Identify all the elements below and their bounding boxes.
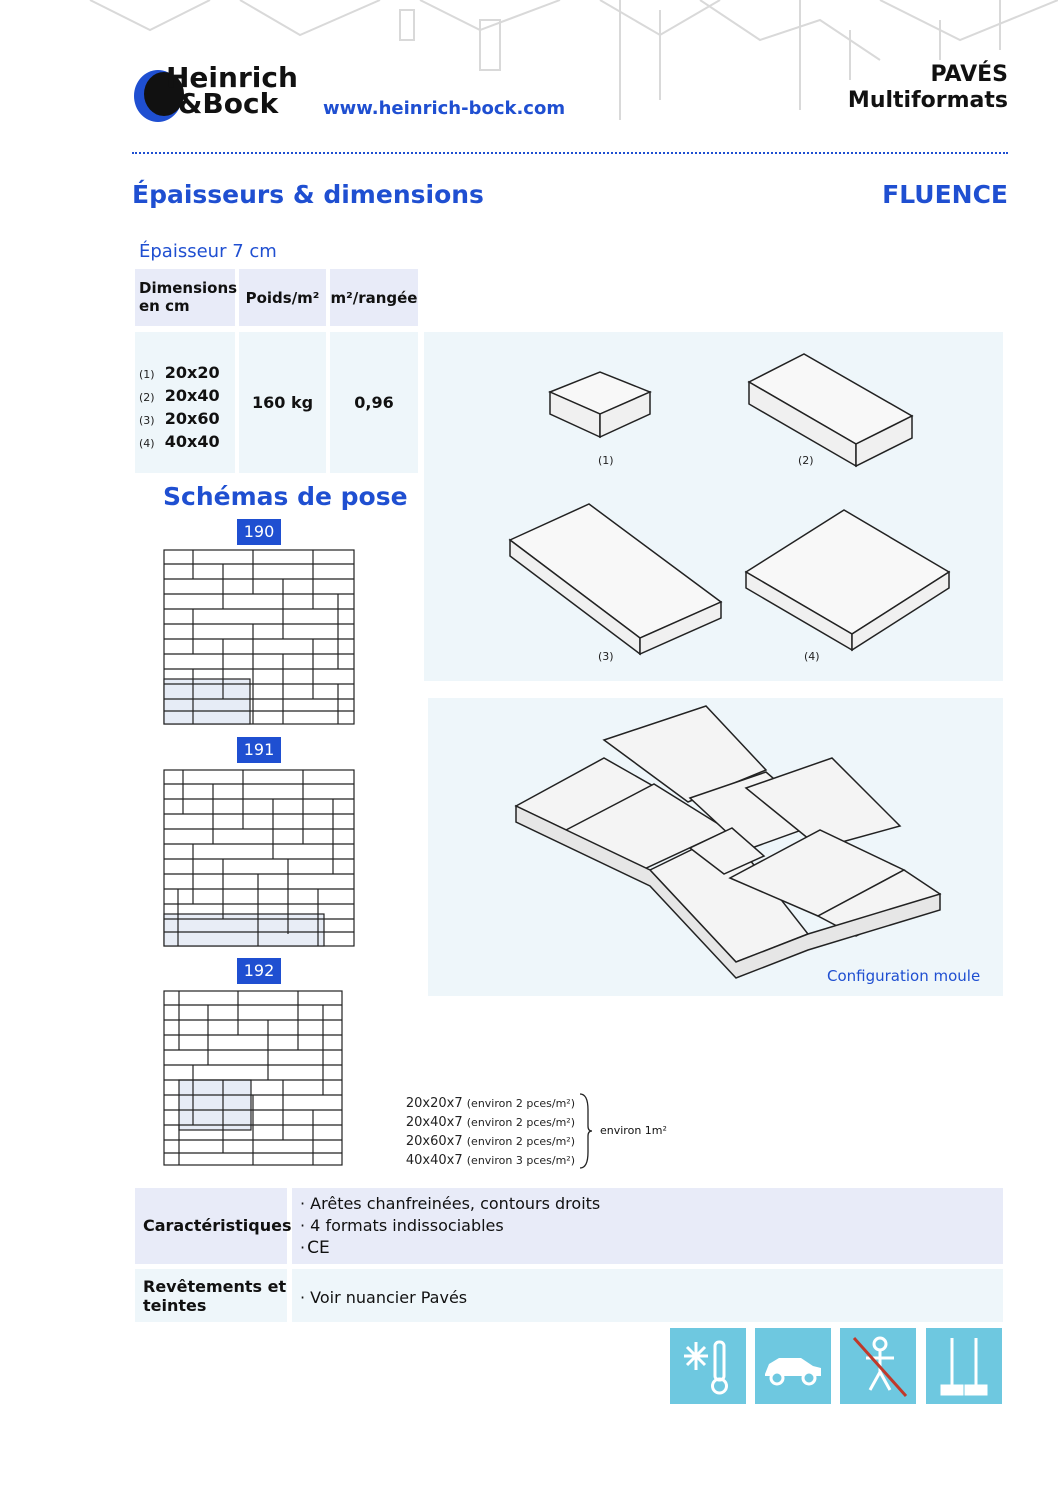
quantity-total: environ 1m² xyxy=(600,1124,667,1137)
characteristics-value-cell xyxy=(292,1188,1003,1264)
patterns-title: Schémas de pose xyxy=(163,482,408,511)
coatings-label-line1: Revêtements et xyxy=(143,1277,287,1296)
header-dimensions-line2: en cm xyxy=(139,297,190,315)
quantity-line: 20x60x7 (environ 2 pces/m²) xyxy=(405,1134,575,1149)
cell-rows xyxy=(330,332,418,473)
characteristics-label-cell xyxy=(135,1188,292,1264)
paver-blocks-illustration xyxy=(424,332,1003,681)
block-label-3: (3) xyxy=(598,650,614,663)
characteristic-item: · 4 formats indissociables xyxy=(300,1216,504,1235)
quantity-list xyxy=(395,1094,575,1170)
website-link[interactable]: www.heinrich-bock.com xyxy=(323,98,566,119)
block-label-4: (4) xyxy=(804,650,820,663)
pattern-tag-192: 192 xyxy=(237,958,281,984)
coatings-label-cell xyxy=(135,1269,287,1322)
quantity-line: 20x40x7 (environ 2 pces/m²) xyxy=(405,1115,575,1130)
blocks-panel xyxy=(424,332,1003,681)
dimension-row: (4) 40x40 xyxy=(139,432,220,451)
characteristic-item: · CE xyxy=(300,1238,330,1258)
ce-mark: CE xyxy=(307,1238,330,1258)
characteristic-item: · Arêtes chanfreinées, contours droits xyxy=(300,1194,601,1213)
block-label-1: (1) xyxy=(598,454,614,467)
pattern-190-diagram xyxy=(163,549,355,725)
dimension-row: (2) 20x40 xyxy=(139,386,220,405)
logo-text-line2: &Bock xyxy=(178,87,279,120)
no-salt-icon xyxy=(840,1328,916,1404)
dimension-row: (1) 20x20 xyxy=(139,363,220,382)
section-title: Épaisseurs & dimensions xyxy=(132,180,484,209)
car-traffic-icon xyxy=(755,1328,831,1404)
header-divider xyxy=(132,152,1008,154)
mould-panel xyxy=(428,698,1003,996)
header-dimensions-line1: Dimensions xyxy=(139,279,238,297)
subcategory-title: Multiformats xyxy=(847,88,1008,113)
coatings-value: · Voir nuancier Pavés xyxy=(300,1288,468,1307)
rows-value: 0,96 xyxy=(354,393,394,412)
pattern-tag-191: 191 xyxy=(237,737,281,763)
coatings-value-cell xyxy=(292,1269,1003,1322)
frost-resistant-icon xyxy=(670,1328,746,1404)
brace-icon xyxy=(578,1092,594,1170)
header-dimensions xyxy=(135,269,238,326)
pattern-192-diagram xyxy=(163,990,343,1166)
block-label-2: (2) xyxy=(798,454,814,467)
pattern-191-diagram xyxy=(163,769,355,947)
logo-text-line1: Heinrich xyxy=(166,61,298,94)
table-caption: Épaisseur 7 cm xyxy=(139,241,277,262)
mould-label: Configuration moule xyxy=(827,967,981,985)
mould-configuration-illustration xyxy=(428,698,1003,996)
characteristics-label: Caractéristiques xyxy=(143,1216,292,1235)
header-rows-label: m²/rangée xyxy=(330,289,418,307)
product-name: FLUENCE xyxy=(882,180,1008,209)
weight-value: 160 kg xyxy=(251,393,314,412)
cell-dimensions xyxy=(135,332,235,473)
header-rows xyxy=(330,269,418,326)
pattern-tag-190: 190 xyxy=(237,519,281,545)
header-weight-label: Poids/m² xyxy=(245,289,320,307)
coatings-label-line2: teintes xyxy=(143,1296,207,1315)
quantity-line: 20x20x7 (environ 2 pces/m²) xyxy=(405,1096,575,1111)
cell-weight xyxy=(239,332,326,473)
category-title: PAVÉS xyxy=(930,62,1008,87)
quantity-line: 40x40x7 (environ 3 pces/m²) xyxy=(405,1153,575,1168)
cleaning-icon xyxy=(926,1328,1002,1404)
header-weight xyxy=(239,269,326,326)
dimension-row: (3) 20x60 xyxy=(139,409,220,428)
